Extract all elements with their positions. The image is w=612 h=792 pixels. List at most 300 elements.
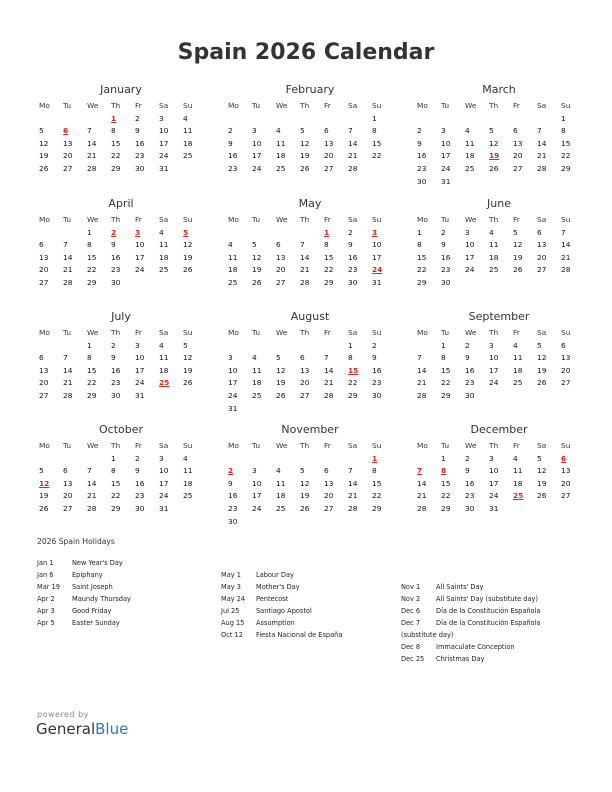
holiday-column (221, 569, 401, 641)
weekday-header: Mo (417, 441, 428, 450)
weekday-header: Su (183, 328, 193, 337)
holiday-day: 25 (159, 378, 170, 388)
day: 7 (537, 126, 542, 136)
day: 1 (87, 227, 92, 237)
day: 6 (324, 466, 329, 476)
holiday-item (221, 581, 401, 593)
holiday-date: Nov 2 (401, 595, 421, 603)
weekday-header: We (87, 101, 99, 110)
weekday-header: Th (489, 328, 499, 337)
holiday-name: Pentecost (256, 595, 289, 603)
weekday-header: Tu (252, 328, 261, 337)
weekday-header: We (465, 441, 477, 450)
day: 1 (441, 453, 446, 463)
day: 10 (159, 126, 169, 136)
day: 3 (441, 126, 446, 136)
day: 12 (300, 478, 310, 488)
weekday-header: Fr (513, 215, 520, 224)
empty-day (463, 113, 487, 126)
day: 7 (324, 353, 329, 363)
holiday-day: 1 (324, 227, 330, 237)
day: 10 (441, 138, 451, 148)
holiday-item (401, 617, 581, 629)
day: 8 (561, 126, 566, 136)
day: 17 (489, 478, 499, 488)
day: 10 (252, 478, 262, 488)
day: 14 (348, 478, 358, 488)
empty-day (226, 453, 250, 466)
holiday-item (37, 569, 217, 581)
empty-day (274, 340, 298, 353)
day: 15 (441, 478, 451, 488)
day: 11 (183, 126, 193, 136)
day: 25 (183, 151, 193, 161)
day: 30 (135, 163, 145, 173)
month-april (37, 197, 205, 290)
day: 2 (135, 453, 140, 463)
day: 23 (465, 491, 475, 501)
holiday-day: 24 (372, 265, 383, 275)
day: 17 (252, 151, 262, 161)
day: 13 (537, 240, 547, 250)
day: 24 (441, 163, 451, 173)
weekday-header: Mo (228, 101, 239, 110)
day: 3 (252, 126, 257, 136)
holiday-date: May 1 (221, 571, 241, 579)
empty-day (61, 340, 85, 353)
holiday-date: Aug 15 (221, 619, 245, 627)
day: 26 (183, 265, 193, 275)
day: 24 (465, 265, 475, 275)
month-name: September (468, 310, 530, 323)
holiday-day: 2 (228, 466, 234, 476)
day: 18 (276, 151, 286, 161)
day: 11 (489, 240, 499, 250)
day: 30 (465, 503, 475, 513)
day: 11 (228, 252, 238, 262)
day: 26 (537, 491, 547, 501)
day: 2 (417, 126, 422, 136)
day: 18 (159, 365, 169, 375)
holiday-item (37, 605, 217, 617)
day: 20 (324, 491, 334, 501)
day: 8 (87, 240, 92, 250)
day: 10 (135, 353, 145, 363)
day: 18 (465, 151, 475, 161)
day: 21 (300, 265, 310, 275)
day: 14 (537, 138, 547, 148)
day: 22 (87, 265, 97, 275)
month-february (226, 83, 394, 176)
day: 17 (441, 151, 451, 161)
day: 28 (348, 163, 358, 173)
day: 3 (228, 353, 233, 363)
empty-day (250, 113, 274, 126)
day: 27 (39, 390, 49, 400)
day: 20 (537, 252, 547, 262)
weekday-header: Th (300, 441, 310, 450)
day: 13 (324, 138, 334, 148)
weekday-header: Su (183, 215, 193, 224)
day: 13 (63, 478, 73, 488)
day: 15 (111, 138, 121, 148)
day: 27 (561, 491, 571, 501)
holiday-item (401, 581, 581, 593)
weekday-header: Th (489, 215, 499, 224)
brand-name-blue: Blue (95, 720, 129, 738)
day: 10 (489, 466, 499, 476)
day: 23 (135, 151, 145, 161)
day: 15 (87, 365, 97, 375)
day: 25 (252, 390, 262, 400)
month-march (415, 83, 583, 188)
day: 21 (63, 378, 73, 388)
day: 16 (348, 252, 358, 262)
day: 29 (87, 390, 97, 400)
day: 14 (561, 240, 571, 250)
day: 9 (228, 138, 233, 148)
day: 22 (417, 265, 427, 275)
month-name: April (108, 197, 134, 210)
day: 27 (324, 503, 334, 513)
month-name: December (470, 423, 528, 436)
holiday-day: 7 (417, 466, 423, 476)
holiday-item (221, 629, 401, 641)
empty-day (346, 113, 370, 126)
day: 1 (372, 113, 377, 123)
day: 28 (348, 503, 358, 513)
holiday-item (221, 569, 401, 581)
day: 3 (159, 453, 164, 463)
day: 6 (324, 126, 329, 136)
day: 6 (300, 353, 305, 363)
weekday-header: Sa (159, 441, 169, 450)
day: 27 (39, 277, 49, 287)
weekday-header: Su (372, 328, 382, 337)
day: 18 (183, 478, 193, 488)
day: 4 (276, 466, 281, 476)
day: 3 (159, 113, 164, 123)
weekday-header: Fr (324, 328, 331, 337)
day: 23 (135, 491, 145, 501)
holiday-name: Immaculate Conception (436, 643, 515, 651)
weekday-header: Tu (252, 441, 261, 450)
day: 8 (417, 240, 422, 250)
day: 10 (465, 240, 475, 250)
day: 20 (39, 265, 49, 275)
day: 19 (513, 252, 523, 262)
powered-by-label: powered by (37, 710, 89, 719)
day: 19 (537, 365, 547, 375)
weekday-header: Fr (135, 101, 142, 110)
day: 18 (276, 491, 286, 501)
weekday-header: Mo (39, 328, 50, 337)
day: 10 (252, 138, 262, 148)
holiday-item (221, 593, 401, 605)
day: 16 (417, 151, 427, 161)
holiday-name: Easter Sunday (72, 619, 120, 627)
day: 31 (489, 503, 499, 513)
holiday-day: 8 (441, 466, 447, 476)
day: 5 (39, 466, 44, 476)
day: 26 (300, 163, 310, 173)
day: 16 (372, 365, 382, 375)
day: 7 (348, 466, 353, 476)
empty-day (226, 340, 250, 353)
day: 20 (39, 378, 49, 388)
holiday-name: Labour Day (256, 571, 294, 579)
holiday-name: Maundy Thursday (72, 595, 131, 603)
holiday-day: 1 (372, 453, 378, 463)
day: 6 (537, 227, 542, 237)
month-august (226, 310, 394, 415)
day: 12 (513, 240, 523, 250)
day: 1 (348, 340, 353, 350)
weekday-header: Th (111, 441, 121, 450)
day: 29 (417, 277, 427, 287)
month-days-grid (37, 327, 205, 403)
month-name: July (111, 310, 131, 323)
day: 3 (465, 227, 470, 237)
day: 25 (183, 491, 193, 501)
day: 4 (465, 126, 470, 136)
day: 2 (348, 227, 353, 237)
holiday-date: Jan 6 (37, 571, 54, 579)
day: 5 (537, 453, 542, 463)
day: 17 (252, 491, 262, 501)
day: 7 (87, 126, 92, 136)
day: 28 (417, 390, 427, 400)
day: 25 (513, 378, 523, 388)
day: 26 (252, 277, 262, 287)
empty-day (415, 113, 439, 126)
day: 27 (276, 277, 286, 287)
weekday-header: Sa (159, 328, 169, 337)
day: 11 (159, 353, 169, 363)
day: 13 (276, 252, 286, 262)
day: 30 (417, 176, 427, 186)
holidays-title: 2026 Spain Holidays (37, 537, 115, 546)
day: 9 (441, 240, 446, 250)
empty-day (274, 227, 298, 240)
month-days-grid (37, 214, 205, 290)
day: 16 (135, 478, 145, 488)
day: 28 (87, 163, 97, 173)
day: 11 (276, 138, 286, 148)
day: 21 (537, 151, 547, 161)
day: 6 (39, 353, 44, 363)
day: 2 (465, 340, 470, 350)
holiday-day: 1 (111, 113, 117, 123)
holiday-item (37, 581, 217, 593)
day: 11 (513, 353, 523, 363)
day: 21 (324, 378, 334, 388)
holiday-date: May 3 (221, 583, 241, 591)
brand-name-general: General (36, 720, 96, 738)
day: 13 (513, 138, 523, 148)
weekday-header: Th (300, 215, 310, 224)
weekday-header: Th (111, 101, 121, 110)
day: 22 (324, 265, 334, 275)
weekday-header: Fr (324, 441, 331, 450)
day: 23 (372, 378, 382, 388)
day: 19 (300, 491, 310, 501)
day: 7 (561, 227, 566, 237)
holiday-date: Apr 5 (37, 619, 55, 627)
day: 26 (537, 378, 547, 388)
day: 8 (372, 126, 377, 136)
day: 15 (87, 252, 97, 262)
day: 30 (348, 277, 358, 287)
day: 25 (228, 277, 238, 287)
empty-day (535, 113, 559, 126)
day: 31 (159, 163, 169, 173)
holiday-name: Mother's Day (256, 583, 300, 591)
day: 20 (300, 378, 310, 388)
weekday-header: Fr (513, 441, 520, 450)
empty-day (37, 340, 61, 353)
day: 10 (372, 240, 382, 250)
day: 17 (159, 138, 169, 148)
holiday-day: 25 (513, 491, 524, 501)
holiday-name: Good Friday (72, 607, 112, 615)
month-october (37, 423, 205, 516)
day: 19 (300, 151, 310, 161)
month-days-grid (415, 100, 583, 188)
day: 30 (441, 277, 451, 287)
day: 27 (561, 378, 571, 388)
empty-day (415, 340, 439, 353)
day: 26 (513, 265, 523, 275)
day: 21 (417, 491, 427, 501)
day: 14 (87, 478, 97, 488)
day: 18 (252, 378, 262, 388)
day: 23 (111, 265, 121, 275)
holiday-day: 12 (39, 478, 50, 488)
holiday-date: Jul 25 (221, 607, 240, 615)
weekday-header: Su (561, 328, 571, 337)
holiday-item (37, 593, 217, 605)
holiday-item (401, 593, 581, 605)
day: 28 (63, 277, 73, 287)
month-november (226, 423, 394, 528)
empty-day (346, 453, 370, 466)
month-days-grid (415, 214, 583, 290)
month-days-grid (226, 214, 394, 290)
empty-day (322, 113, 346, 126)
day: 4 (228, 240, 233, 250)
holiday-day: 3 (372, 227, 378, 237)
weekday-header: Tu (63, 101, 72, 110)
empty-day (250, 227, 274, 240)
empty-day (439, 113, 463, 126)
weekday-header: Tu (252, 215, 261, 224)
weekday-header: Fr (513, 328, 520, 337)
day: 12 (300, 138, 310, 148)
day: 19 (537, 478, 547, 488)
day: 9 (465, 466, 470, 476)
weekday-header: Sa (537, 101, 547, 110)
day: 12 (252, 252, 262, 262)
month-days-grid (37, 100, 205, 176)
weekday-header: Tu (441, 215, 450, 224)
day: 18 (513, 478, 523, 488)
day: 15 (561, 138, 571, 148)
day: 16 (228, 491, 238, 501)
day: 15 (111, 478, 121, 488)
day: 8 (87, 353, 92, 363)
day: 1 (87, 340, 92, 350)
day: 9 (417, 138, 422, 148)
day: 19 (276, 378, 286, 388)
day: 4 (183, 453, 188, 463)
weekday-header: Sa (348, 441, 358, 450)
day: 18 (159, 252, 169, 262)
day: 4 (159, 340, 164, 350)
day: 10 (489, 353, 499, 363)
holiday-date: Oct 12 (221, 631, 243, 639)
day: 26 (183, 378, 193, 388)
empty-day (37, 227, 61, 240)
day: 13 (561, 353, 571, 363)
day: 3 (489, 340, 494, 350)
holiday-day: 15 (348, 365, 359, 375)
day: 19 (252, 265, 262, 275)
holiday-column (401, 581, 581, 665)
weekday-header: We (465, 101, 477, 110)
day: 5 (300, 126, 305, 136)
weekday-header: We (276, 101, 288, 110)
holiday-column (37, 557, 217, 629)
weekday-header: Tu (63, 441, 72, 450)
day: 4 (489, 227, 494, 237)
day: 31 (441, 176, 451, 186)
day: 2 (372, 340, 377, 350)
holiday-date: Dec 7 (401, 619, 421, 627)
day: 20 (63, 151, 73, 161)
day: 22 (348, 378, 358, 388)
holiday-name: Día de la Constitución Española (436, 607, 541, 615)
day: 1 (561, 113, 566, 123)
day: 6 (561, 340, 566, 350)
day: 19 (39, 491, 49, 501)
empty-day (85, 113, 109, 126)
month-name: October (98, 423, 144, 436)
day: 9 (465, 353, 470, 363)
holiday-name: Christmas Day (436, 655, 485, 663)
day: 2 (465, 453, 470, 463)
weekday-header: Tu (63, 215, 72, 224)
day: 16 (111, 365, 121, 375)
day: 11 (513, 466, 523, 476)
empty-day (511, 113, 535, 126)
day: 14 (63, 365, 73, 375)
day: 28 (87, 503, 97, 513)
day: 22 (372, 151, 382, 161)
empty-day (298, 340, 322, 353)
day: 12 (537, 466, 547, 476)
day: 17 (159, 478, 169, 488)
day: 30 (465, 390, 475, 400)
day: 28 (537, 163, 547, 173)
day: 25 (465, 163, 475, 173)
day: 20 (63, 491, 73, 501)
day: 29 (111, 163, 121, 173)
holiday-day: 5 (183, 227, 189, 237)
weekday-header: We (87, 328, 99, 337)
holiday-day: 6 (561, 453, 567, 463)
day: 8 (372, 466, 377, 476)
